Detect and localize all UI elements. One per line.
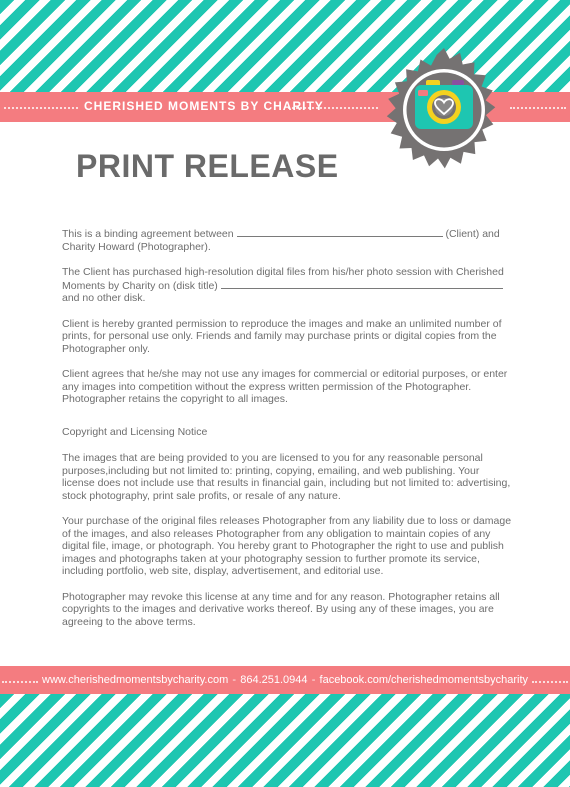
purchase-paragraph: The Client has purchased high-resolution digital files from his/her photo session with Cherished Moments by Charity on (disk title) and no other disk.: [62, 266, 504, 304]
document-body: [62, 227, 512, 641]
header-decor-line-left: [4, 107, 78, 109]
revocation-paragraph: Photographer may revoke this license at any time and for any reason. Photographer retains all copyrights to the images and derivative works thereof. By using any of these images, you are agreeing to the above terms.: [62, 590, 500, 628]
header-decor-line-far-right: [510, 107, 566, 109]
bottom-stripe-pattern: [0, 694, 570, 787]
footer-contact: www.cherishedmomentsbycharity.com - 864.251.0944 - facebook.com/cherishedmomentsbycharity: [42, 674, 528, 686]
facebook-link[interactable]: facebook.com/cherishedmomentsbycharity: [319, 674, 528, 686]
camera-logo-badge: [378, 48, 510, 180]
header-decor-line-right: [288, 107, 378, 109]
liability-paragraph: Your purchase of the original files releases Photographer from any liability due to loss or damage of the images, and also releases Photographer from any obligation to maintain copies of any digital file, image, or photograph. You hereby grant to Photographer the right to use and publish images and photographs taken at your photography session to further promote its service, including portfolio, web site, display, advertisement, and editorial use.: [62, 515, 512, 577]
license-paragraph: The images that are being provided to you are licensed to you for any reasonable personal purposes,including but not limited to: printing, copying, emailing, and web publishing. Your license does not include use that results in financial gain, including but not limited to: advertising, stock photography, print sale profits, or resale of any nature.: [62, 452, 511, 502]
brand-name: CHERISHED MOMENTS BY CHARITY: [84, 99, 324, 113]
phone-number: 864.251.0944: [240, 674, 308, 686]
website-link[interactable]: www.cherishedmomentsbycharity.com: [42, 674, 229, 686]
disk-title-blank: [221, 279, 503, 289]
agreement-paragraph: This is a binding agreement between (Client) and Charity Howard (Photographer).: [62, 228, 500, 253]
restrictions-paragraph: Client agrees that he/she may not use any images for commercial or editorial purposes, or enter any images into competition without the express written permission of the Photographer. Photographer retains the copyright to all images.: [62, 368, 508, 405]
footer-decor-line-left: [2, 681, 38, 683]
client-name-blank: [237, 227, 443, 237]
page-title: PRINT RELEASE: [76, 148, 339, 184]
footer-band: [0, 666, 570, 696]
footer-decor-line-right: [532, 681, 568, 683]
permission-paragraph: Client is hereby granted permission to reproduce the images and make an unlimited number of prints, for personal use only. Friends and family may purchase prints or digital copies from the Photographer only.: [62, 317, 502, 355]
section-heading: Copyright and Licensing Notice: [62, 425, 208, 438]
